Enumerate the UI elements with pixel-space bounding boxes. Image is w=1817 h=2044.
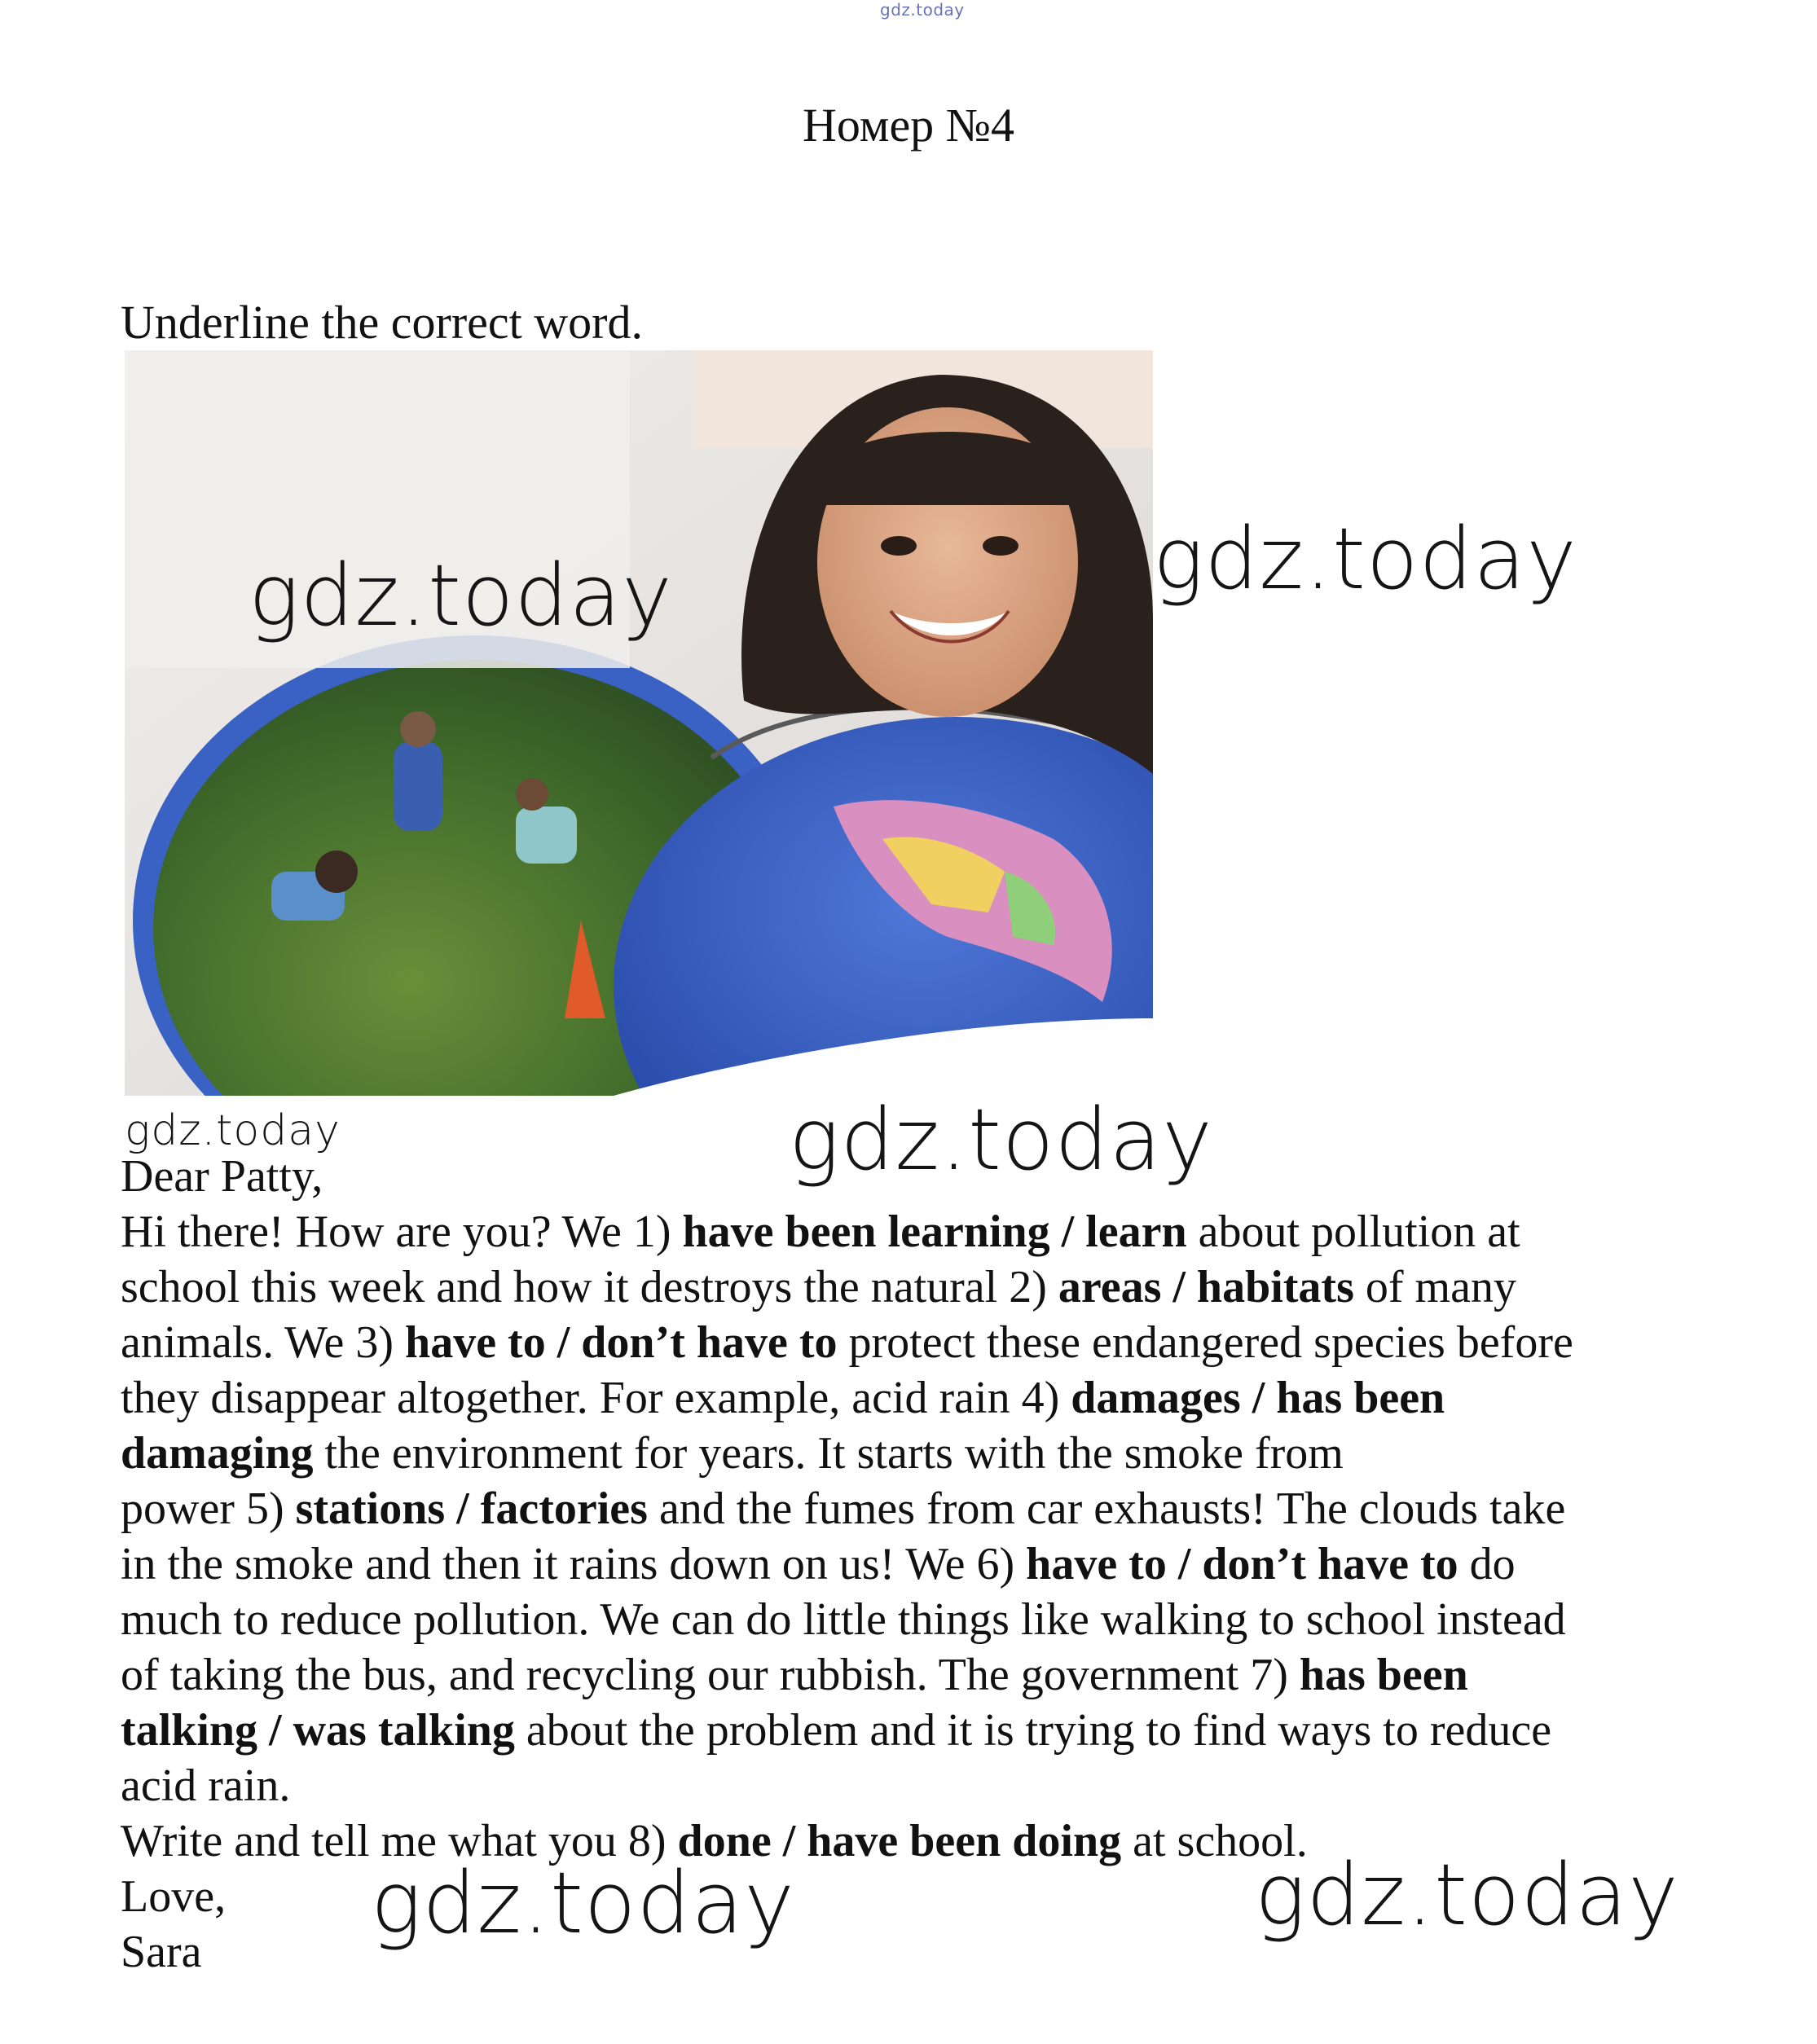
watermark: gdz.today (789, 1090, 1213, 1189)
letter-text (121, 1149, 1750, 1980)
illustration-photo (125, 350, 1153, 1096)
letter-fragment: school this week and how it destroys the natural 2) (121, 1262, 1058, 1312)
letter-greeting: Dear Patty, (121, 1151, 323, 1202)
answer-options[interactable]: stations / factories (295, 1484, 648, 1534)
page-title: Номер №4 (802, 99, 1015, 152)
letter-line (121, 1592, 1750, 1647)
letter-fragment: about the problem and it is trying to find ways to reduce (514, 1705, 1552, 1756)
letter-fragment: protect these endangered species before (837, 1317, 1573, 1368)
exercise-instruction: Underline the correct word. (121, 296, 643, 349)
watermark: gdz.today (249, 546, 673, 645)
answer-options[interactable]: talking / was talking (121, 1705, 515, 1756)
letter-fragment: much to reduce pollution. We can do little things like walking to school instead (121, 1594, 1566, 1645)
letter-body (121, 1204, 1750, 1869)
letter-line (121, 1703, 1750, 1758)
letter-signature: Sara (121, 1927, 202, 1977)
header-watermark: gdz.today (880, 0, 965, 20)
letter-fragment: do (1458, 1539, 1516, 1589)
letter-fragment: power 5) (121, 1484, 296, 1534)
letter-line (121, 1370, 1750, 1426)
letter-line (121, 1536, 1750, 1592)
letter-line (121, 1758, 1750, 1813)
letter-closing: Love, (121, 1871, 227, 1922)
answer-options[interactable]: have been learning / learn (682, 1207, 1187, 1257)
letter-fragment: of taking the bus, and recycling our rubbish. The government 7) (121, 1650, 1300, 1700)
letter-line (121, 1204, 1750, 1259)
answer-options[interactable]: has been (1299, 1650, 1468, 1700)
letter-fragment: they disappear altogether. For example, acid rain 4) (121, 1373, 1071, 1423)
watermark: gdz.today (1255, 1845, 1679, 1945)
answer-options[interactable]: damages / has been (1071, 1373, 1445, 1423)
letter-fragment: and the fumes from car exhausts! The clouds take (647, 1484, 1566, 1534)
watermark: gdz.today (125, 1106, 341, 1155)
letter-line (121, 1647, 1750, 1703)
letter-fragment: Hi there! How are you? We 1) (121, 1207, 683, 1257)
letter-fragment: Write and tell me what you 8) (121, 1816, 678, 1866)
letter-line (121, 1426, 1750, 1481)
answer-options[interactable]: have to / don’t have to (1026, 1539, 1458, 1589)
letter-line (121, 1481, 1750, 1536)
watermark: gdz.today (371, 1853, 795, 1953)
answer-options[interactable]: done / have been doing (677, 1816, 1122, 1866)
letter-fragment: acid rain. (121, 1760, 291, 1811)
letter-fragment: animals. We 3) (121, 1317, 406, 1368)
letter-fragment: in the smoke and then it rains down on us! We 6) (121, 1539, 1027, 1589)
answer-options[interactable]: areas / habitats (1058, 1262, 1354, 1312)
letter-line (121, 1315, 1750, 1370)
answer-options[interactable]: damaging (121, 1428, 314, 1479)
letter-fragment: the environment for years. It starts with the smoke from (313, 1428, 1344, 1479)
letter-fragment: of many (1353, 1262, 1516, 1312)
letter-line (121, 1259, 1750, 1315)
answer-options[interactable]: have to / don’t have to (405, 1317, 838, 1368)
letter-fragment: at school. (1121, 1816, 1308, 1866)
letter-line (121, 1813, 1750, 1869)
watermark: gdz.today (1153, 509, 1577, 609)
letter-fragment: about pollution at (1186, 1207, 1520, 1257)
